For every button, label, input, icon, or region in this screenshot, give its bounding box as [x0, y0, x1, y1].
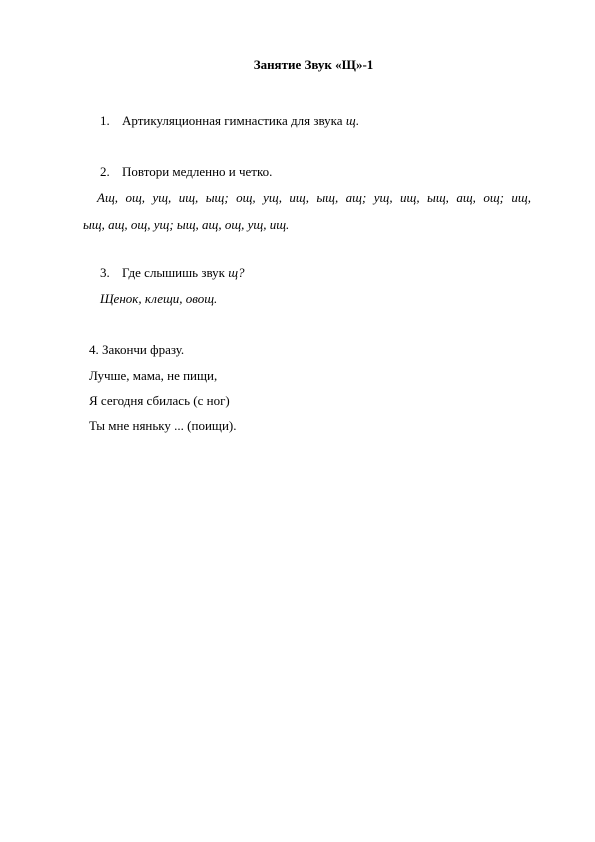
- item-2-syllables-line-1: Ащ, ощ, ущ, ищ, ыщ; ощ, ущ, ищ, ыщ, ащ; ущ, ищ, ыщ, ащ, ощ; ищ,: [97, 190, 531, 205]
- item-1: [100, 113, 359, 129]
- item-3-text: Где слышишь звук: [122, 265, 229, 280]
- page-title: Занятие Звук «Щ»-1: [253, 57, 374, 72]
- item-2: [100, 164, 272, 180]
- item-2-text: Повтори медленно и четко.: [122, 164, 273, 179]
- item-1-text: Артикуляционная гимнастика для звука: [122, 113, 346, 128]
- item-3-number: 3.: [100, 265, 110, 280]
- item-1-highlight: щ: [345, 113, 356, 128]
- item-4-line-3: Ты мне няньку ... (поищи).: [89, 418, 237, 433]
- item-2-syllables-line-2: ыщ, ащ, ощ, ущ; ыщ, ащ, ощ, ущ, ищ.: [83, 217, 290, 232]
- item-4-line-2: Я сегодня сбилась (с ног): [89, 393, 230, 408]
- item-1-end: .: [355, 113, 359, 128]
- item-3-words: Щенок, клещи, овощ.: [100, 291, 218, 306]
- item-4-heading: 4. Закончи фразу.: [89, 342, 185, 357]
- item-3-highlight: щ?: [228, 265, 245, 280]
- item-3: [100, 265, 245, 281]
- item-1-number: 1.: [100, 113, 110, 128]
- item-2-number: 2.: [100, 164, 110, 179]
- item-4-line-1: Лучше, мама, не пищи,: [89, 368, 218, 383]
